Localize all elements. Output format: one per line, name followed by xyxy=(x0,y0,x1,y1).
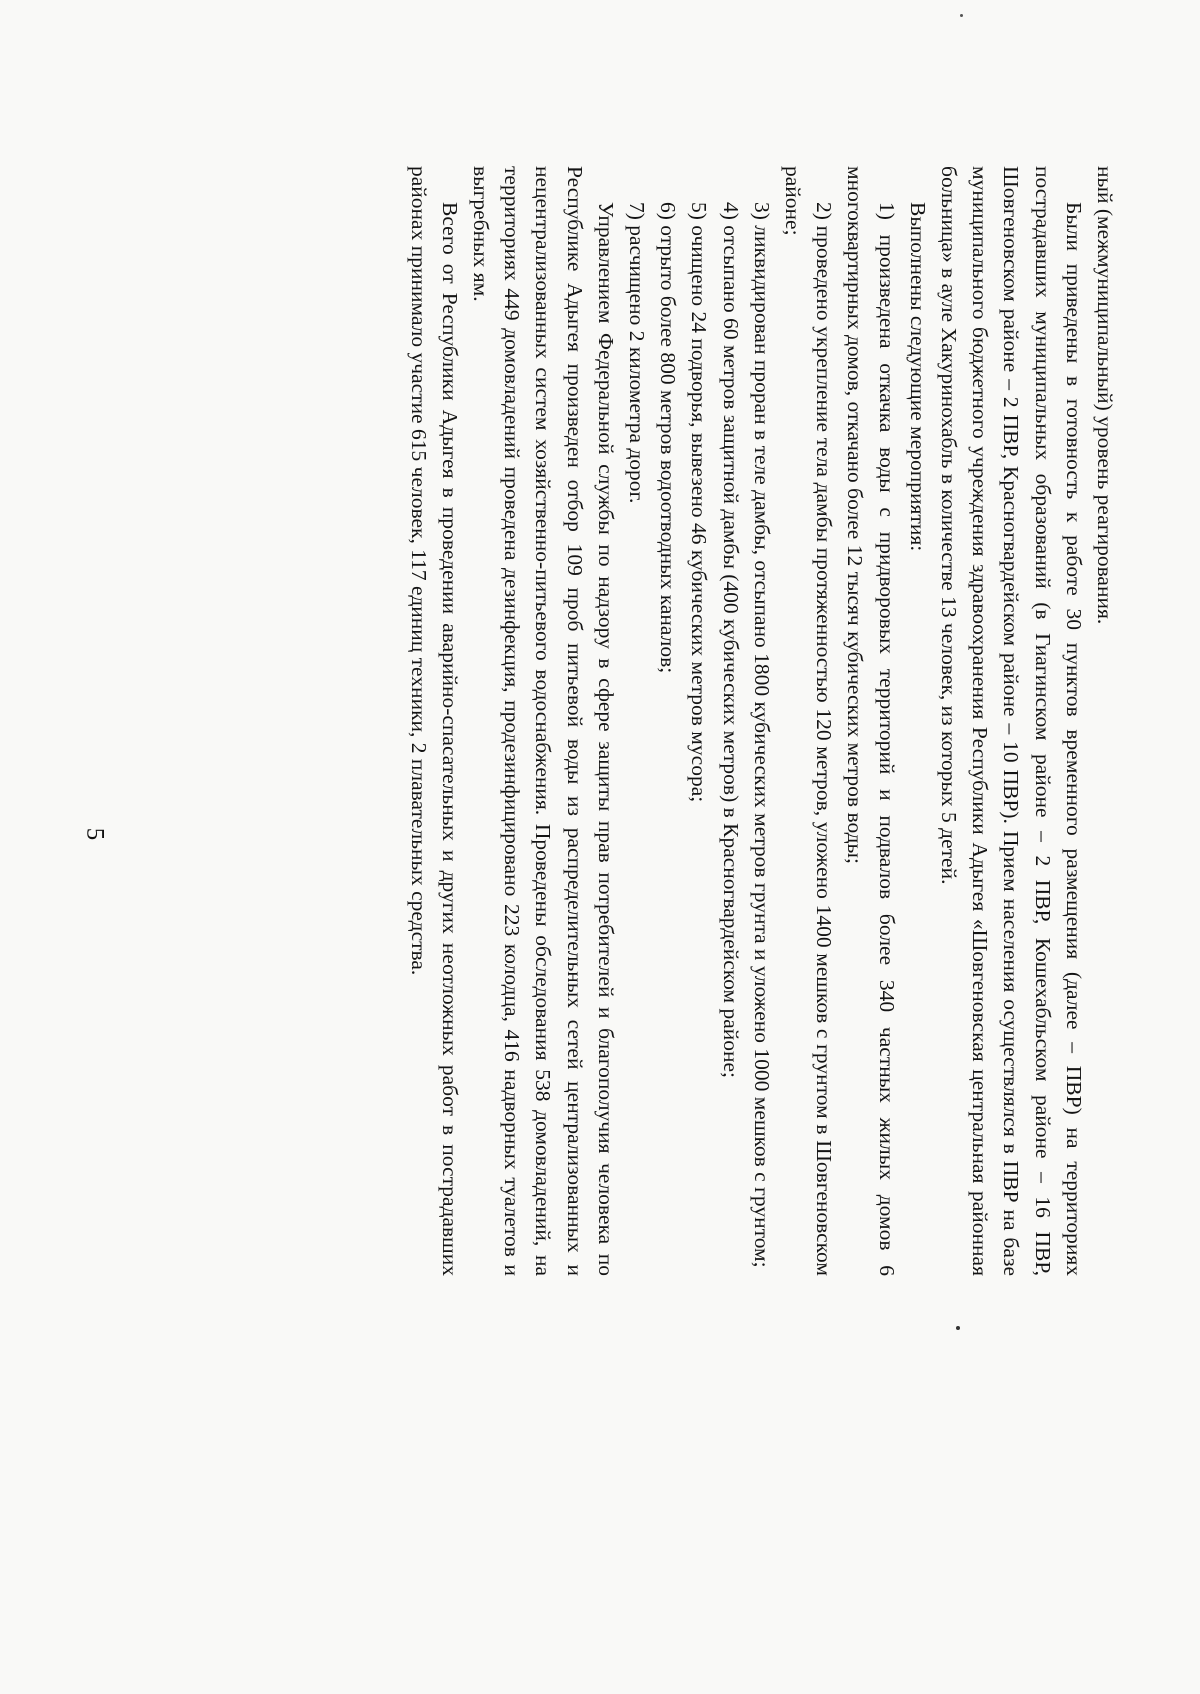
paragraph: Были приведены в готовность к работе 30 пунктов временного размещения (далее – ПВР) на территориях пострадавших муниципальных образований (в Гиагинском районе – 2 ПВР, Кошехабльском районе – 16 ПВР, Шовгеновском районе – 2 ПВР, Красногвардейском районе – 10 ПВР). Прием населения осуществлялся в ПВР на базе муниципального бюджетного учреждения здравоохранения Республики Адыгея «Шовгеновская центральная районная больница» в ауле Хакуринохабль в количестве 13 человек, из которых 5 детей. xyxy=(936,166,1086,1276)
list-item: 2) проведено укрепление тела дамбы протяженностью 120 метров, уложено 1400 мешков с грунтом в Шовгеновском районе; xyxy=(780,166,837,1276)
list-item: 5) очищено 24 подворья, вывезено 46 кубических метров мусора; xyxy=(687,202,712,803)
page-number: 5 xyxy=(81,827,109,841)
scan-speck xyxy=(956,1326,960,1330)
list-item: 6) отрыто более 800 метров водоотводных каналов; xyxy=(656,202,681,674)
paragraph: ный (межмуниципальный) уровень реагирования. xyxy=(1093,166,1117,625)
list-item: 1) произведена откачка воды с придворовых территорий и подвалов более 340 частных жилых домов 6 многоквартирных домов, откачано более 12 тысяч кубических метров воды; xyxy=(843,166,899,1276)
paragraph: Управлением Федеральной службы по надзору в сфере защиты прав потребителей и благополучия человека по Республике Адыгея произведен отбор 109 проб питьевой воды из распределительных сетей централизованных и нецентрализованных систем хозяйственно-питьевого водоснабжения. Проведены обследования 538 домовладений, на территориях 449 домовладений проведена дезинфекция, продезинфицировано 223 колодца, 416 надворных туалетов и выгребных ям. xyxy=(468,166,618,1276)
document-body xyxy=(120,166,1120,1276)
paragraph: Выполнены следующие мероприятия: xyxy=(905,202,930,552)
list-item: 4) отсыпано 60 метров защитной дамбы (400 кубических метров) в Красногвардейском районе; xyxy=(718,202,743,1079)
list-item: 3) ликвидирован проран в теле дамбы, отсыпано 1800 кубических метров грунта и уложено 1000 мешков с грунтом; xyxy=(749,202,774,1268)
scan-speck xyxy=(960,14,963,17)
list-item: 7) расчищено 2 километра дорог. xyxy=(624,202,649,504)
paragraph: Всего от Республики Адыгея в проведении аварийно-спасательных и других неотложных работ в пострадавших районах принимало участие 615 человек, 117 единиц техники, 2 плавательных средства. xyxy=(406,166,462,1276)
